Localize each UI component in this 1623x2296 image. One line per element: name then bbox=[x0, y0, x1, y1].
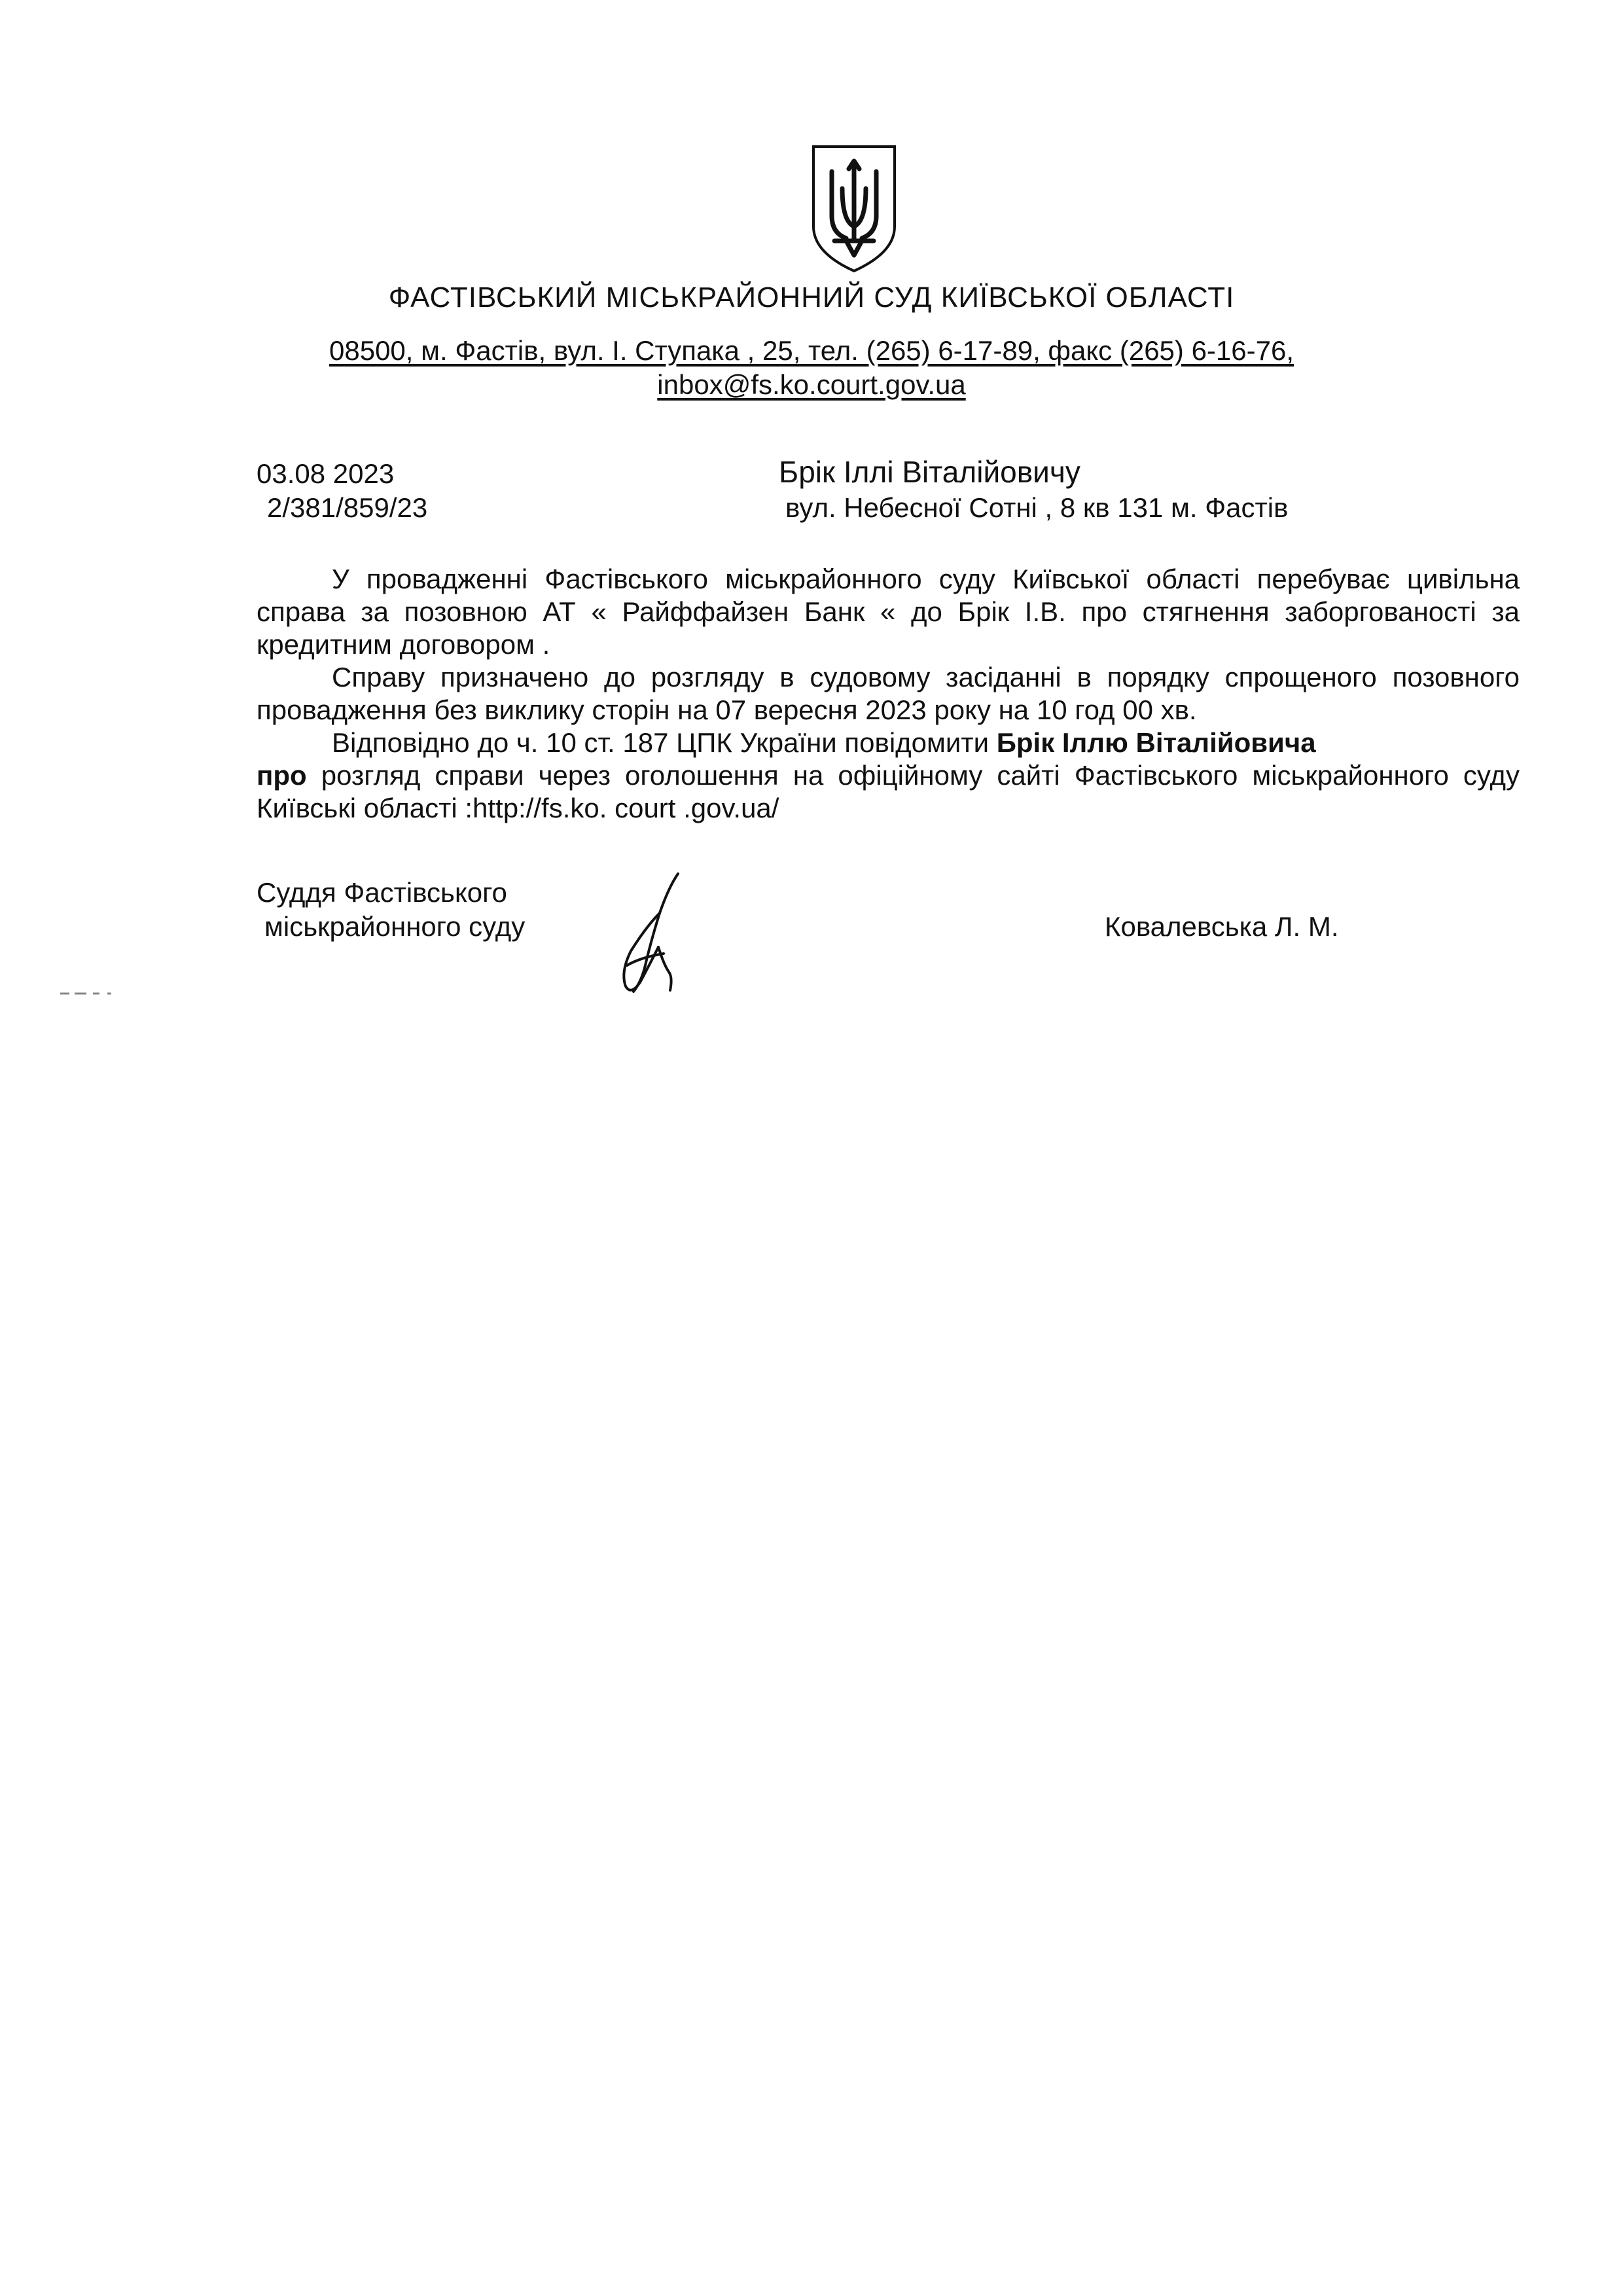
scan-artifact bbox=[60, 991, 119, 996]
notification-pro: про bbox=[257, 760, 307, 791]
body-paragraph-case: У провадженні Фастівського міськрайонного суду Київської області перебуває цивільна справа за позовною АТ « Райффайзен Банк « до Брік І.В. про стягнення заборгованості за кредитним договором . bbox=[257, 564, 1520, 660]
court-address: 08500, м. Фастів, вул. І. Ступака , 25, тел. (265) 6-17-89, факс (265) 6-16-76, bbox=[329, 335, 1294, 366]
body-paragraph-hearing: Справу призначено до розгляду в судовому засіданні в порядку спрощеного позовного провадження без виклику сторін на 07 вересня 2023 року на 10 год 00 хв. bbox=[257, 662, 1520, 725]
notification-text-end: розгляд справи через оголошення на офіційному сайті Фастівського міськрайонного суду Київські області :http://fs.ko. court .gov.ua/ bbox=[257, 760, 1520, 823]
court-email: inbox@fs.ko.court.gov.ua bbox=[657, 369, 966, 400]
recipient-address: вул. Небесної Сотні , 8 кв 131 м. Фастів bbox=[785, 492, 1289, 523]
judge-name: Ковалевська Л. М. bbox=[1105, 911, 1339, 942]
judge-title-line1: Суддя Фастівського bbox=[257, 877, 507, 908]
handwritten-signature bbox=[601, 867, 699, 998]
judge-title-line2: міськрайонного суду bbox=[264, 911, 526, 942]
defendant-name: Брік Іллю Віталійовича bbox=[996, 727, 1316, 758]
notice-body bbox=[257, 563, 1520, 825]
notification-text-start: Відповідно до ч. 10 ст. 187 ЦПК України повідомити bbox=[332, 727, 997, 758]
document-date: 03.08 2023 bbox=[257, 458, 395, 489]
trident-emblem-icon bbox=[808, 143, 900, 274]
court-name: ФАСТІВСЬКИЙ МІСЬКРАЙОННИЙ СУД КИЇВСЬКОЇ ОБЛАСТІ bbox=[388, 281, 1235, 314]
document-number: 2/381/859/23 bbox=[267, 492, 428, 523]
body-paragraph-notification bbox=[257, 726, 1520, 825]
recipient-name: Брік Іллі Віталійовичу bbox=[779, 455, 1080, 489]
